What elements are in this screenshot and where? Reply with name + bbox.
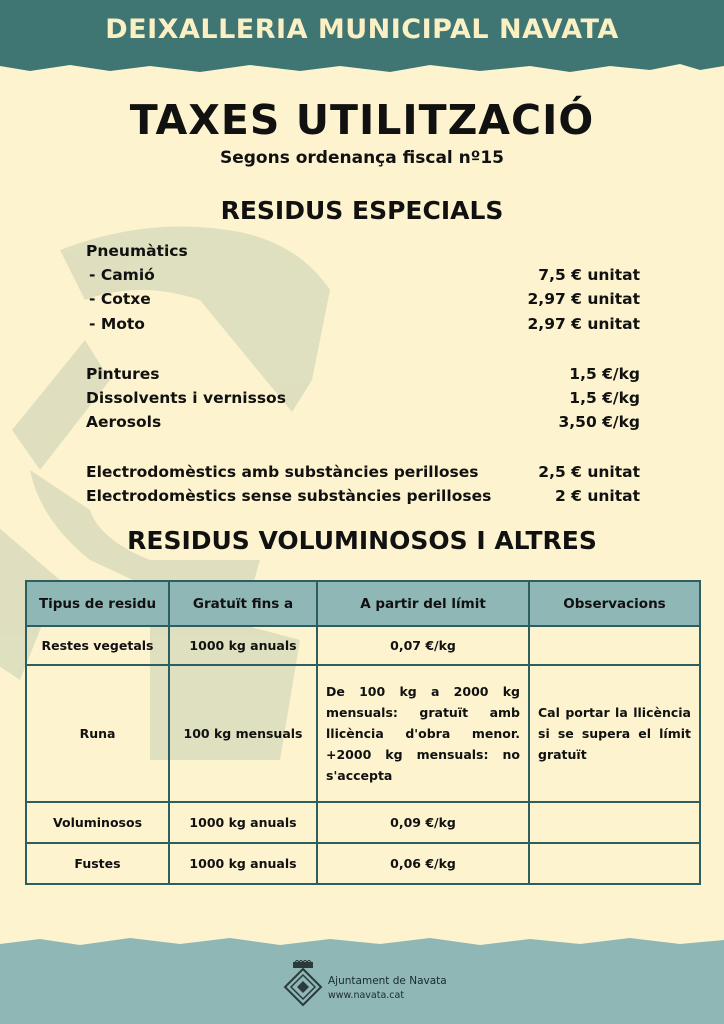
header-title: DEIXALLERIA MUNICIPAL NAVATA <box>105 14 619 45</box>
item-price: 2,97 € unitat <box>527 290 640 308</box>
cell-over: 0,09 €/kg <box>317 802 529 843</box>
table-row <box>26 843 700 884</box>
item-price: 2,5 € unitat <box>538 463 640 481</box>
table-row <box>26 626 700 665</box>
price-row <box>86 463 640 485</box>
cell-over: 0,06 €/kg <box>317 843 529 884</box>
table-header-row <box>26 581 700 626</box>
column-header: Observacions <box>529 581 700 626</box>
tyres-label: Pneumàtics <box>86 242 188 260</box>
table-row <box>26 665 700 802</box>
cell-free: 100 kg mensuals <box>169 665 317 802</box>
cell-type: Restes vegetals <box>26 626 169 665</box>
price-row <box>86 365 640 387</box>
section-title-bulky: RESIDUS VOLUMINOSOS I ALTRES <box>127 526 597 555</box>
price-row <box>86 290 640 312</box>
item-name: - Cotxe <box>89 290 151 308</box>
column-header: Tipus de residu <box>26 581 169 626</box>
item-name: - Moto <box>89 315 145 333</box>
cell-type: Runa <box>26 665 169 802</box>
item-price: 1,5 €/kg <box>569 365 640 383</box>
item-name: Dissolvents i vernissos <box>86 389 286 407</box>
price-row <box>86 315 640 337</box>
table-row <box>26 802 700 843</box>
cell-over: 0,07 €/kg <box>317 626 529 665</box>
price-row <box>86 413 640 435</box>
cell-free: 1000 kg anuals <box>169 626 317 665</box>
cell-notes <box>529 802 700 843</box>
cell-over: De 100 kg a 2000 kg mensuals: gratuït amb llicència d'obra menor. +2000 kg mensuals: no s'accepta <box>317 665 529 802</box>
column-header: Gratuït fins a <box>169 581 317 626</box>
cell-free: 1000 kg anuals <box>169 843 317 884</box>
item-price: 7,5 € unitat <box>538 266 640 284</box>
organization-name: Ajuntament de Navata <box>328 975 447 987</box>
section-title-special: RESIDUS ESPECIALS <box>220 196 504 225</box>
item-price: 3,50 €/kg <box>558 413 640 431</box>
cell-notes <box>529 843 700 884</box>
cell-notes <box>529 626 700 665</box>
cell-free: 1000 kg anuals <box>169 802 317 843</box>
tyres-heading <box>86 242 640 264</box>
item-name: - Camió <box>89 266 155 284</box>
navata-coat-of-arms-icon <box>283 960 323 1008</box>
page-title: TAXES UTILITZACIÓ <box>129 96 595 144</box>
item-price: 2,97 € unitat <box>527 315 640 333</box>
price-row <box>86 389 640 411</box>
price-row <box>86 266 640 288</box>
page-subtitle: Segons ordenança fiscal nº15 <box>219 148 505 168</box>
bulky-waste-table <box>25 580 701 885</box>
website-link[interactable]: www.navata.cat <box>328 990 405 1001</box>
item-name: Aerosols <box>86 413 162 431</box>
item-price: 2 € unitat <box>554 487 640 505</box>
cell-notes: Cal portar la llicència si se supera el límit gratuït <box>529 665 700 802</box>
item-name: Electrodomèstics amb substàncies perilloses <box>86 463 479 481</box>
cell-type: Fustes <box>26 843 169 884</box>
price-row <box>86 487 640 509</box>
column-header: A partir del límit <box>317 581 529 626</box>
item-price: 1,5 €/kg <box>569 389 640 407</box>
item-name: Pintures <box>86 365 160 383</box>
item-name: Electrodomèstics sense substàncies perilloses <box>86 487 492 505</box>
cell-type: Voluminosos <box>26 802 169 843</box>
